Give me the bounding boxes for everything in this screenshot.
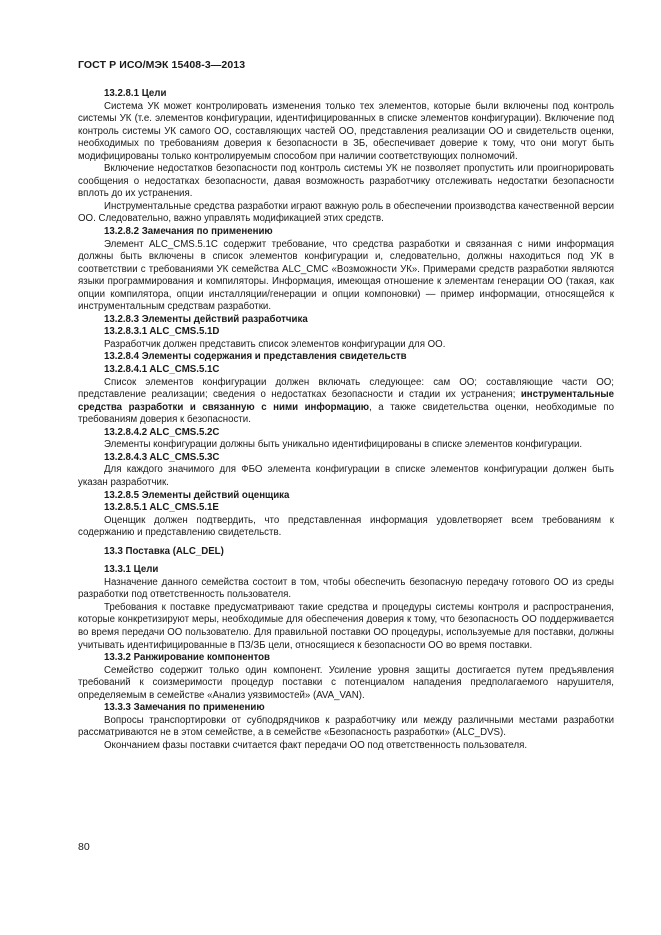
document-header: ГОСТ Р ИСО/МЭК 15408-3—2013 bbox=[78, 59, 246, 71]
heading-13-2-8-2: 13.2.8.2 Замечания по применению bbox=[104, 226, 273, 238]
paragraph: Система УК может контролировать изменения только тех элементов, которые были включены под контроль системы УК (т.е. элементов конфигурации, идентифицированных в списке элементов конфигурации). Включение под контроль системы УК самого ОО, составляющих частей ОО, представления реализации ОО и свидетельств оценки, необходимых по требованиям доверия к безопасности в ЗБ, обеспечивает доверие к тому, что они могут быть модифицированы только контролируемым способом при наличии соответствующих полномочий. bbox=[78, 100, 614, 162]
heading-13-3-2: 13.3.2 Ранжирование компонентов bbox=[104, 652, 270, 664]
heading-13-2-8-4-1: 13.2.8.4.1 ALC_CMS.5.1C bbox=[104, 364, 220, 376]
heading-13-2-8-3: 13.2.8.3 Элементы действий разработчика bbox=[104, 313, 308, 325]
paragraph: Элементы конфигурации должны быть уникально идентифицированы в списке элементов конфигурации. bbox=[104, 439, 583, 451]
heading-13-2-8-5-1: 13.2.8.5.1 ALC_CMS.5.1E bbox=[104, 502, 219, 514]
paragraph: Окончанием фазы поставки считается факт передачи ОО под ответственность пользователя. bbox=[104, 739, 528, 751]
paragraph: Включение недостатков безопасности под контроль системы УК не позволяет пропустить или проигнорировать сообщения о недостатках безопасности, давая возможность разработчику отслеживать недостатки безопасности вплоть до их устранения. bbox=[78, 163, 614, 200]
paragraph: Оценщик должен подтвердить, что представленная информация удовлетворяет всем требованиям к содержанию и представлению свидетельств. bbox=[78, 514, 614, 539]
paragraph-with-emphasis bbox=[78, 377, 614, 427]
paragraph: Разработчик должен представить список элементов конфигурации для ОО. bbox=[104, 338, 446, 350]
paragraph: Семейство содержит только один компонент. Усиление уровня защиты достигается путем предъявления требований к соизмеримости процедур поставки с потенциалом нападения предполагаемого нарушителя, определяемым в семействе «Анализ уязвимостей» (AVA_VAN). bbox=[78, 664, 614, 701]
paragraph: Инструментальные средства разработки играют важную роль в обеспечении производства качественной версии ОО. Следовательно, важно управлять модификацией этих средств. bbox=[78, 200, 614, 225]
paragraph: Требования к поставке предусматривают такие средства и процедуры системы контроля и распространения, которые конкретизируют меры, необходимые для обеспечения доверия к тому, что безопасность ОО поддерживается во время передачи ОО пользователю. Для правильной поставки ОО процедуры, используемые для поставки, должны учитывать идентифицированные в ПЗ/ЗБ цели, относящиеся к безопасности ОО во время поставки. bbox=[78, 601, 614, 651]
section-title-13-3: 13.3 Поставка (ALC_DEL) bbox=[104, 545, 224, 557]
page-number: 80 bbox=[78, 841, 90, 853]
heading-13-2-8-5: 13.2.8.5 Элементы действий оценщика bbox=[104, 489, 290, 501]
heading-13-3-1: 13.3.1 Цели bbox=[104, 564, 159, 576]
paragraph-text: , а также свидетельства оценки, необходимые по требованиям доверия к безопасности. bbox=[78, 401, 614, 426]
document-body bbox=[78, 88, 614, 752]
emphasis-text: инструментальные средства разработки и связанную с ними информацию bbox=[78, 389, 614, 413]
paragraph: Вопросы транспортировки от субподрядчиков к разработчику или между различными местами разработки рассматриваются не в этом семействе, а в семействе «Безопасность разработки» (ALC_DVS). bbox=[78, 714, 614, 739]
heading-13-2-8-4-2: 13.2.8.4.2 ALC_CMS.5.2C bbox=[104, 426, 220, 438]
paragraph: Назначение данного семейства состоит в том, чтобы обеспечить безопасную передачу готового ОО из среды разработки под ответственность пользователя. bbox=[78, 576, 614, 601]
paragraph-text: Список элементов конфигурации должен включать следующее: сам ОО; составляющие части ОО; представление реализации; сведения о недостатках безопасности и стадии их устранения; bbox=[78, 376, 614, 401]
heading-13-2-8-3-1: 13.2.8.3.1 ALC_CMS.5.1D bbox=[104, 326, 220, 338]
heading-13-2-8-4: 13.2.8.4 Элементы содержания и представления свидетельств bbox=[104, 351, 407, 363]
heading-13-2-8-1: 13.2.8.1 Цели bbox=[104, 88, 167, 99]
heading-13-2-8-4-3: 13.2.8.4.3 ALC_CMS.5.3C bbox=[104, 451, 220, 463]
paragraph: Для каждого значимого для ФБО элемента конфигурации в списке элементов конфигурации должен быть указан разработчик. bbox=[78, 464, 614, 488]
heading-13-3-3: 13.3.3 Замечания по применению bbox=[104, 702, 265, 714]
paragraph: Элемент ALC_CMS.5.1C содержит требование, что средства разработки и связанная с ними информация должны быть включены в список элементов конфигурации и, следовательно, должны находиться под УК в соответствии с требованиями УК семейства ALC_CMC «Возможности УК». Примерами средств разработки являются языки программирования и компиляторы. Информация, имеющая отношение к элементам генерации ОО (такая, как опции компилятора, опции инсталляции/генерации и опции компоновки) — пример информации, относящейся к инструментальным средствам разработки. bbox=[78, 238, 614, 313]
